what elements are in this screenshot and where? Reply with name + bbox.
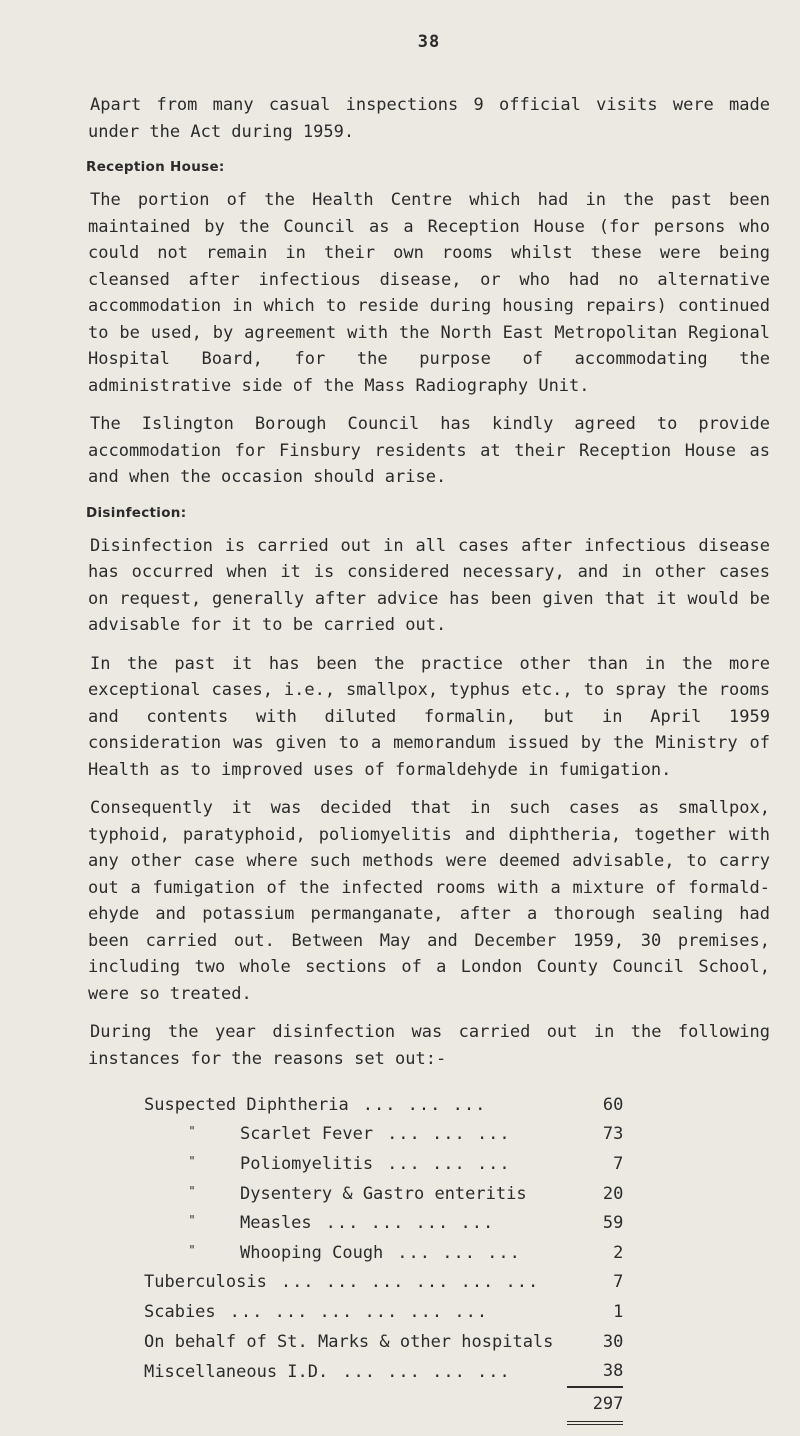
- table-total-value: 297: [567, 1387, 623, 1423]
- document-page: [88, 0, 770, 1425]
- row-label: Measles: [240, 1213, 312, 1234]
- row-label: Tuberculosis: [144, 1272, 267, 1293]
- page-number: 38: [417, 32, 441, 52]
- row-label: Dysentery & Gastro enteritis: [240, 1183, 527, 1204]
- row-value: 1: [613, 1301, 624, 1322]
- row-value: 7: [613, 1272, 624, 1293]
- row-label: Poliomyelitis: [240, 1153, 374, 1174]
- row-value: 73: [602, 1124, 624, 1145]
- row-label: Miscellaneous I.D.: [144, 1361, 329, 1382]
- leader-dots: ... ... ... ...: [325, 1213, 495, 1234]
- table-row: [144, 1297, 623, 1327]
- leader-dots: ... ... ... ... ... ...: [280, 1272, 540, 1293]
- ditto-mark: ": [188, 1242, 196, 1257]
- ditto-mark: ": [188, 1213, 196, 1228]
- table-row: [144, 1179, 623, 1209]
- section-heading-reception-house: Reception House:: [86, 159, 225, 175]
- reception-house-paragraph-1: The portion of the Health Centre which had in the past been maintained by the Council as a Reception House (for persons who could not remain in their own rooms whilst these were being cleansed after infectious disease, or who had no alternative accommodation in which to reside during housing repairs) continued to be used, by agreement with the North East Metropolitan Regional Hospital Board, for the purpose of accommodating the administrative side of the Mass Radiography Unit.: [88, 190, 770, 396]
- reception-house-paragraph-2: The Islington Borough Council has kindly agreed to provide accommodation for Finsbury residents at their Reception House as and when the occasion should arise.: [88, 414, 770, 487]
- row-value: 59: [602, 1213, 624, 1234]
- leader-dots: ... ... ...: [397, 1242, 521, 1263]
- leader-dots: ... ... ...: [362, 1094, 487, 1115]
- disinfection-paragraph-2: In the past it has been the practice other than in the more exceptional cases, i.e., smallpox, typhus etc., to spray the rooms and contents with diluted formalin, but in April 1959 consideration was given to a memorandum issued by the Ministry of Health as to improved uses of formaldehyde in fumigation.: [88, 653, 770, 780]
- section-heading-disinfection: Disinfection:: [86, 504, 187, 521]
- row-label: Scarlet Fever: [240, 1124, 374, 1145]
- table-row: [144, 1327, 623, 1357]
- row-value: 20: [602, 1183, 624, 1204]
- table-row: [144, 1149, 623, 1179]
- table-row: [144, 1356, 623, 1387]
- disinfection-cases-table: [144, 1090, 623, 1425]
- row-value: 38: [602, 1361, 624, 1382]
- ditto-mark: ": [188, 1183, 196, 1198]
- table-row: [144, 1208, 623, 1238]
- table-row: [144, 1090, 623, 1120]
- table-row: [144, 1120, 623, 1150]
- ditto-mark: ": [188, 1153, 196, 1168]
- disinfection-paragraph-4: During the year disinfection was carried out in the following instances for the reasons set out:-: [88, 1022, 770, 1069]
- leader-dots: ... ... ... ... ... ...: [229, 1301, 489, 1322]
- row-value: 60: [602, 1094, 624, 1115]
- row-label: Scabies: [144, 1301, 216, 1322]
- table-total-row: [144, 1387, 623, 1423]
- intro-paragraph: Apart from many casual inspections 9 official visits were made under the Act during 1959.: [88, 95, 770, 142]
- row-value: 30: [602, 1331, 624, 1352]
- leader-dots: ... ... ...: [387, 1153, 511, 1174]
- disinfection-paragraph-3: Consequently it was decided that in such cases as smallpox, typhoid, paratyphoid, poliomyelitis and diphtheria, together with any other case where such methods were deemed advisable, to carry out a fumigation of the infected rooms with a mixture of formald-ehyde and potassium permanganate, after a thorough sealing had been carried out. Between May and December 1959, 30 premises, including two whole sections of a London County Council School, were so treated.: [88, 798, 770, 1004]
- row-value: 7: [613, 1153, 624, 1174]
- row-label: On behalf of St. Marks & other hospitals: [144, 1331, 554, 1352]
- row-value: 2: [613, 1242, 624, 1263]
- row-label: Whooping Cough: [240, 1242, 384, 1263]
- leader-dots: ... ... ... ...: [342, 1361, 511, 1382]
- row-label: Diphtheria: [246, 1094, 349, 1115]
- table-row: [144, 1238, 623, 1268]
- table-row: [144, 1268, 623, 1298]
- leader-dots: ... ... ...: [387, 1124, 511, 1145]
- disinfection-paragraph-1: Disinfection is carried out in all cases after infectious disease has occurred when it is considered necessary, and in other cases on request, generally after advice has been given that it would be advisable for it to be carried out.: [88, 535, 770, 635]
- ditto-mark: ": [188, 1124, 196, 1139]
- row-prefix: Suspected: [144, 1094, 247, 1115]
